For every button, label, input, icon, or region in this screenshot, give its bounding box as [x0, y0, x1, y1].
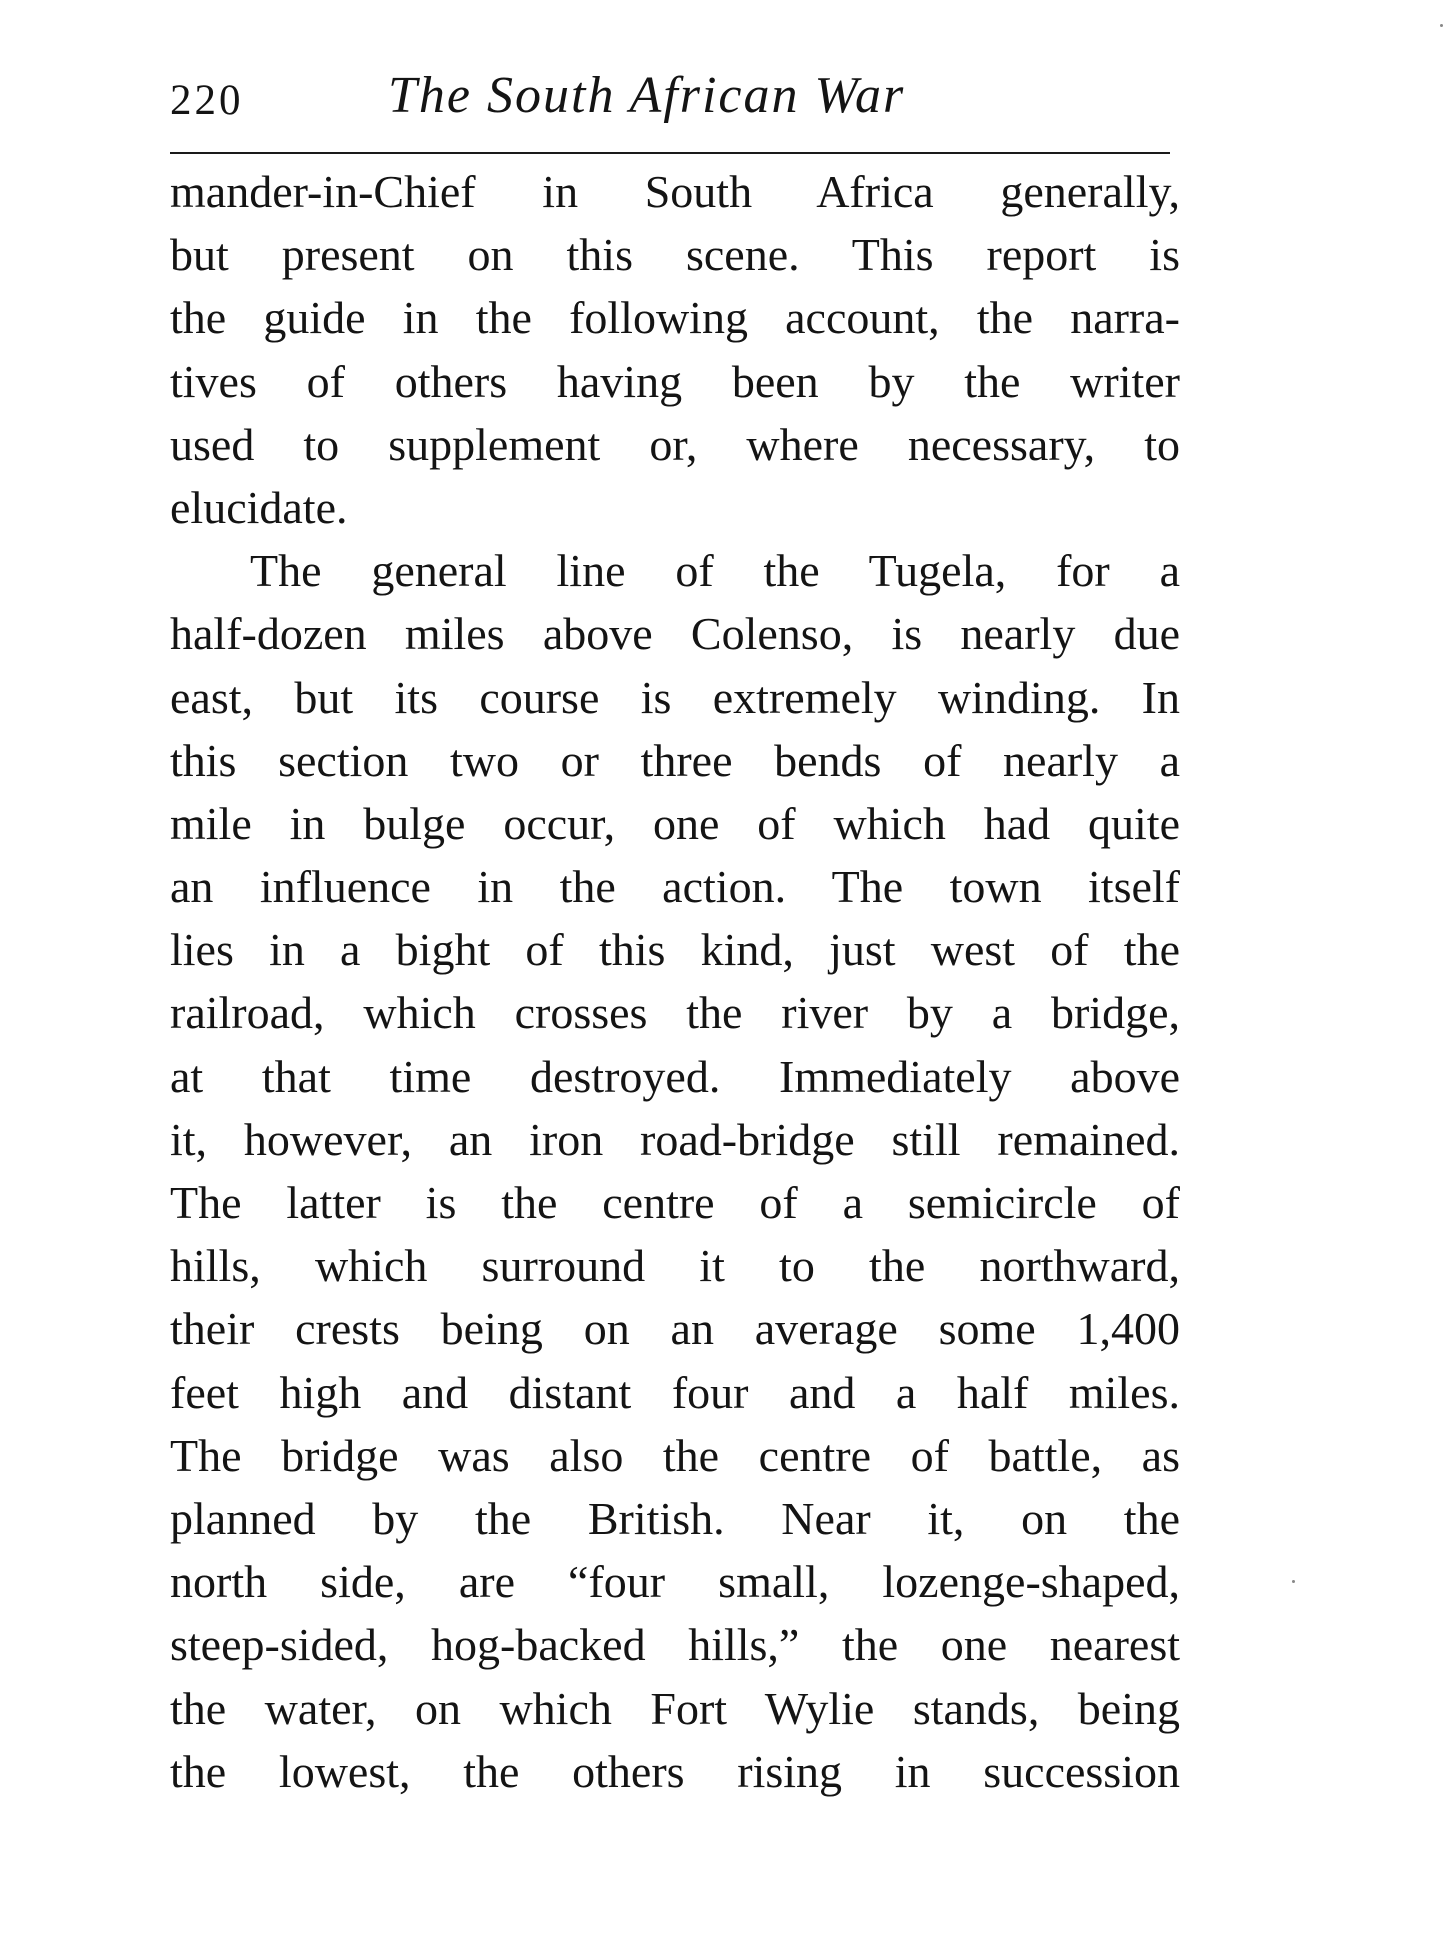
text-line: north side, are “four small, lozenge-shaped, — [170, 1556, 1180, 1608]
body-text — [170, 160, 1180, 1803]
text-line: railroad, which crosses the river by a bridge, — [170, 987, 1180, 1039]
text-line: east, but its course is extremely winding. In — [170, 671, 1180, 723]
text-line: lies in a bight of this kind, just west of the — [170, 924, 1180, 976]
text-line: used to supplement or, where necessary, to — [170, 418, 1180, 470]
scan-speck — [1292, 1580, 1295, 1583]
running-title: The South African War — [388, 67, 906, 124]
text-line: the lowest, the others rising in succession — [170, 1745, 1180, 1797]
text-line: The bridge was also the centre of battle, as — [170, 1429, 1180, 1481]
text-line: the water, on which Fort Wylie stands, being — [170, 1682, 1180, 1734]
text-line: this section two or three bends of nearly a — [170, 734, 1180, 786]
text-line: the guide in the following account, the narra- — [170, 292, 1180, 344]
scan-speck — [1440, 24, 1443, 27]
text-line: mander-in-Chief in South Africa generally, — [170, 166, 1180, 217]
text-line: but present on this scene. This report is — [170, 229, 1180, 281]
text-line: planned by the British. Near it, on the — [170, 1492, 1180, 1544]
text-line: The latter is the centre of a semicircle of — [170, 1177, 1180, 1228]
text-line: mile in bulge occur, one of which had quite — [170, 797, 1180, 849]
text-line: it, however, an iron road-bridge still remained. — [170, 1113, 1180, 1165]
text-line: steep-sided, hog-backed hills,” the one nearest — [170, 1619, 1180, 1671]
text-line: their crests being on an average some 1,400 — [170, 1303, 1180, 1355]
text-line: feet high and distant four and a half miles. — [170, 1366, 1180, 1418]
text-line: half-dozen miles above Colenso, is nearly due — [170, 608, 1180, 660]
text-line: tives of others having been by the writer — [170, 355, 1180, 407]
paragraph — [170, 160, 1180, 539]
page-number: 220 — [170, 77, 244, 124]
text-line: an influence in the action. The town itself — [170, 861, 1180, 913]
page-header — [170, 66, 1180, 136]
text-line: at that time destroyed. Immediately above — [170, 1050, 1180, 1102]
header-rule — [170, 152, 1170, 154]
text-line: elucidate. — [170, 481, 348, 533]
paragraph — [170, 539, 1180, 1803]
text-line: The general line of the Tugela, for a — [250, 545, 1180, 597]
text-line: hills, which surround it to the northward, — [170, 1240, 1180, 1292]
